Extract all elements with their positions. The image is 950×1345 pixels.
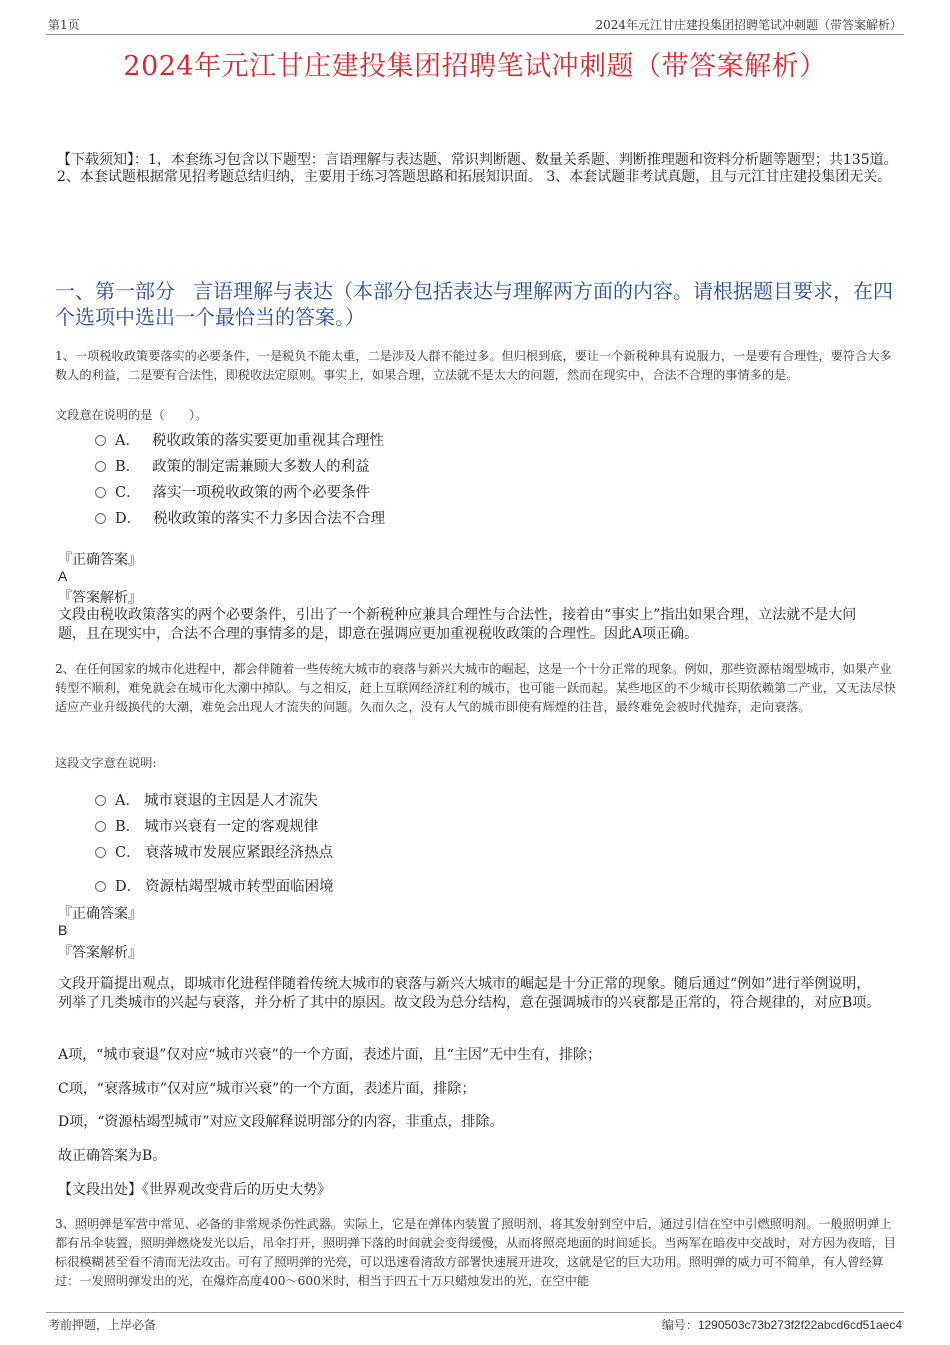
q1-answer: A bbox=[58, 568, 68, 584]
question-2-prompt: 这段文字意在说明: bbox=[55, 756, 157, 770]
q2-answer: B bbox=[58, 922, 68, 938]
q2-conclusion: 故正确答案为B。 bbox=[58, 1148, 167, 1164]
page-number: 第1页 bbox=[48, 18, 80, 32]
q2-analysis-label: 『答案解析』 bbox=[58, 945, 142, 961]
q2-correct-answer-label: 『正确答案』 bbox=[58, 906, 142, 922]
radio-icon[interactable] bbox=[95, 461, 106, 472]
radio-icon[interactable] bbox=[95, 847, 106, 858]
q1-analysis: 文段由税收政策落实的两个必要条件，引出了一个新税种应兼具合理性与合法性，接着由“事实上”指出如果合理，立法就不是大问题，且在现实中，合法不合理的事情多的是，即意在强调应更加重视税收政策的合理性。因此A项正确。 bbox=[58, 607, 857, 642]
section-number: 一、第一部分 bbox=[55, 279, 175, 303]
document-code: 编号：1290503c73b273f2f22abcd6cd51aec4 bbox=[661, 1318, 902, 1332]
footer-slogan: 考前押题，上岸必备 bbox=[48, 1318, 157, 1332]
q1-option-d[interactable]: D． 税收政策的落实不力多因合法不合理 bbox=[95, 507, 385, 527]
radio-icon[interactable] bbox=[95, 435, 106, 446]
section-heading bbox=[55, 278, 905, 330]
page-header bbox=[46, 14, 904, 35]
q2-analysis-d: D项，“资源枯竭型城市”对应文段解释说明部分的内容，非重点，排除。 bbox=[58, 1114, 504, 1130]
question-3-text: 3、照明弹是军营中常见、必备的非常规杀伤性武器。实际上，它是在弹体内装置了照明剂，将其发射到空中后，通过引信在空中引燃照明剂。一般照明弹上都有吊伞装置，照明弹燃烧发光以后，吊伞打开，照明弹下落的时间就会变得缓慢，从而将照亮地面的时间延长。当两军在暗夜中交战时，对方因为夜暗，目标很模糊甚至看不清而无法攻击。可有了照明弹的光亮，可以迅速看清敌方部署快速展开进攻，这就是它的巨大功用。照明弹的威力可不简单，有人曾经算过：一发照明弹发出的光，在爆炸高度400～600米时，相当于四五十万只蜡烛发出的光，在空中能 bbox=[55, 1217, 896, 1288]
question-1-text: 1、一项税收政策要落实的必要条件，一是税负不能太重，二是涉及人群不能过多。但归根到底，要让一个新税种具有说服力，一是要有合理性，要符合大多数人的利益，二是要有合法性，即税收法定原则。事实上，如果合理，立法就不是太大的问题，然而在现实中，合法不合理的事情多的是。 bbox=[55, 349, 892, 382]
q2-option-a[interactable]: A． 城市衰退的主因是人才流失 bbox=[95, 789, 318, 809]
radio-icon[interactable] bbox=[95, 821, 106, 832]
section-title: 言语理解与表达（本部分包括表达与理解两方面的内容。请根据题目要求，在四个选项中选出一个最恰当的答案。） bbox=[55, 279, 893, 329]
q1-option-a[interactable]: A． 税收政策的落实要更加重视其合理性 bbox=[95, 429, 384, 449]
q2-option-d[interactable]: D． 资源枯竭型城市转型面临困境 bbox=[95, 875, 334, 895]
q1-option-c[interactable]: C． 落实一项税收政策的两个必要条件 bbox=[95, 481, 370, 501]
download-notice: 【下载须知】：1，本套练习包含以下题型：言语理解与表达题、常识判断题、数量关系题、判断推理题和资料分析题等题型；共135道。 2、本套试题根据常见招考题总结归纳，主要用于练习答题思路和拓展知识面。 3、本套试题非考试真题，且与元江甘庄建投集团无关。 bbox=[57, 152, 898, 185]
q2-source: 【文段出处】《世界观改变背后的历史大势》 bbox=[58, 1182, 331, 1198]
q2-analysis-main: 文段开篇提出观点，即城市化进程伴随着传统大城市的衰落与新兴大城市的崛起是十分正常的现象。随后通过“例如”进行举例说明，列举了几类城市的兴起与衰落，并分析了其中的原因。故文段为总分结构，意在强调城市的兴衰都是正常的，符合规律的，对应B项。 bbox=[58, 976, 881, 1011]
question-1-prompt: 文段意在说明的是（ ）。 bbox=[55, 408, 208, 422]
header-doc-title: 2024年元江甘庄建投集团招聘笔试冲刺题（带答案解析） bbox=[595, 18, 902, 32]
q2-analysis-c: C项，“衰落城市”仅对应“城市兴衰”的一个方面，表述片面，排除； bbox=[58, 1081, 476, 1097]
document-title: 2024年元江甘庄建投集团招聘笔试冲刺题（带答案解析） bbox=[123, 51, 827, 82]
question-2-text: 2、在任何国家的城市化进程中，都会伴随着一些传统大城市的衰落与新兴大城市的崛起，这是一个十分正常的现象。例如，那些资源枯竭型城市，如果产业转型不顺利，难免就会在城市化大潮中掉队。与之相反，赶上互联网经济红利的城市，也可能一跃而起。某些地区的不少城市长期依赖第二产业，又无法尽快适应产业升级换代的大潮，难免会出现人才流失的问题。久而久之，没有人气的城市即使有辉煌的往昔，最终难免会被时代抛弃，走向衰落。 bbox=[55, 662, 896, 714]
page-footer bbox=[46, 1312, 904, 1333]
radio-icon[interactable] bbox=[95, 513, 106, 524]
radio-icon[interactable] bbox=[95, 487, 106, 498]
q1-correct-answer-label: 『正确答案』 bbox=[58, 552, 142, 568]
radio-icon[interactable] bbox=[95, 881, 106, 892]
q2-option-b[interactable]: B． 城市兴衰有一定的客观规律 bbox=[95, 815, 318, 835]
q1-analysis-label: 『答案解析』 bbox=[58, 590, 142, 606]
q2-analysis-a: A项，“城市衰退”仅对应“城市兴衰”的一个方面，表述片面，且“主因”无中生有，排除； bbox=[58, 1047, 602, 1063]
radio-icon[interactable] bbox=[95, 795, 106, 806]
q1-option-b[interactable]: B． 政策的制定需兼顾大多数人的利益 bbox=[95, 455, 370, 475]
q2-option-c[interactable]: C． 衰落城市发展应紧跟经济热点 bbox=[95, 841, 333, 861]
